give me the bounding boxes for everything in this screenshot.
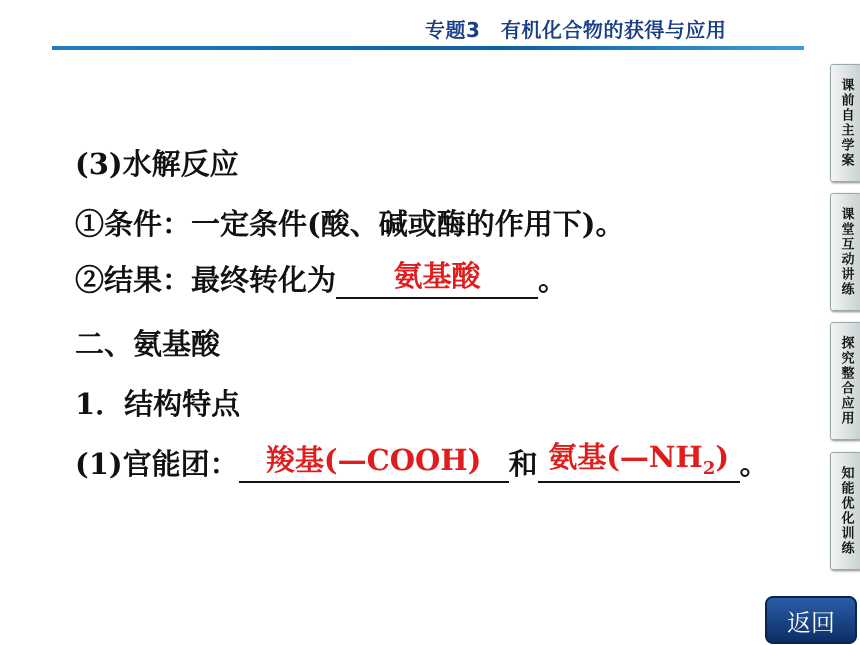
nav-optimization-training[interactable]: [830, 452, 860, 570]
result-prefix: ②结果：最终转化为: [75, 263, 337, 297]
nav-class-practice-label: 课堂互动讲练: [838, 207, 854, 297]
header-divider: [52, 46, 804, 50]
carboxyl-answer: 羧基(—COOH): [265, 443, 482, 477]
hydrolysis-heading: (3)水解反应: [75, 147, 239, 181]
structure-heading: 1．结构特点: [75, 387, 241, 421]
nav-explore-integrate-label: 探究整合应用: [838, 336, 854, 426]
nav-pre-class-study-label: 课前自主学案: [838, 78, 854, 168]
nav-class-practice[interactable]: [830, 193, 860, 311]
nav-optimization-training-label: 知能优化训练: [838, 466, 854, 556]
nav-explore-integrate[interactable]: [830, 322, 860, 440]
amino-answer-end: ): [715, 440, 730, 475]
carboxyl-blank: [239, 443, 509, 483]
result-line: [75, 258, 567, 299]
header-title: 专题3 有机化合物的获得与应用: [425, 18, 727, 42]
result-suffix: 。: [538, 263, 568, 297]
nav-pre-class-study[interactable]: [830, 64, 860, 182]
functional-group-line: [75, 442, 769, 483]
section-heading-amino-acid: 二、氨基酸: [75, 327, 221, 361]
result-blank: [336, 259, 538, 299]
functional-group-suffix: 。: [739, 447, 769, 481]
amino-blank: [538, 440, 740, 483]
amino-answer-main: 氨基(—NH: [548, 440, 703, 475]
condition-line: ①条件：一定条件(酸、碱或酶的作用下)。: [75, 207, 625, 241]
functional-group-and: 和: [508, 447, 538, 481]
back-button[interactable]: 返回: [765, 596, 857, 644]
result-answer: 氨基酸: [393, 259, 481, 293]
amino-answer-subscript: 2: [702, 458, 716, 479]
functional-group-prefix: (1)官能团：: [75, 447, 239, 481]
amino-answer: [538, 435, 740, 479]
